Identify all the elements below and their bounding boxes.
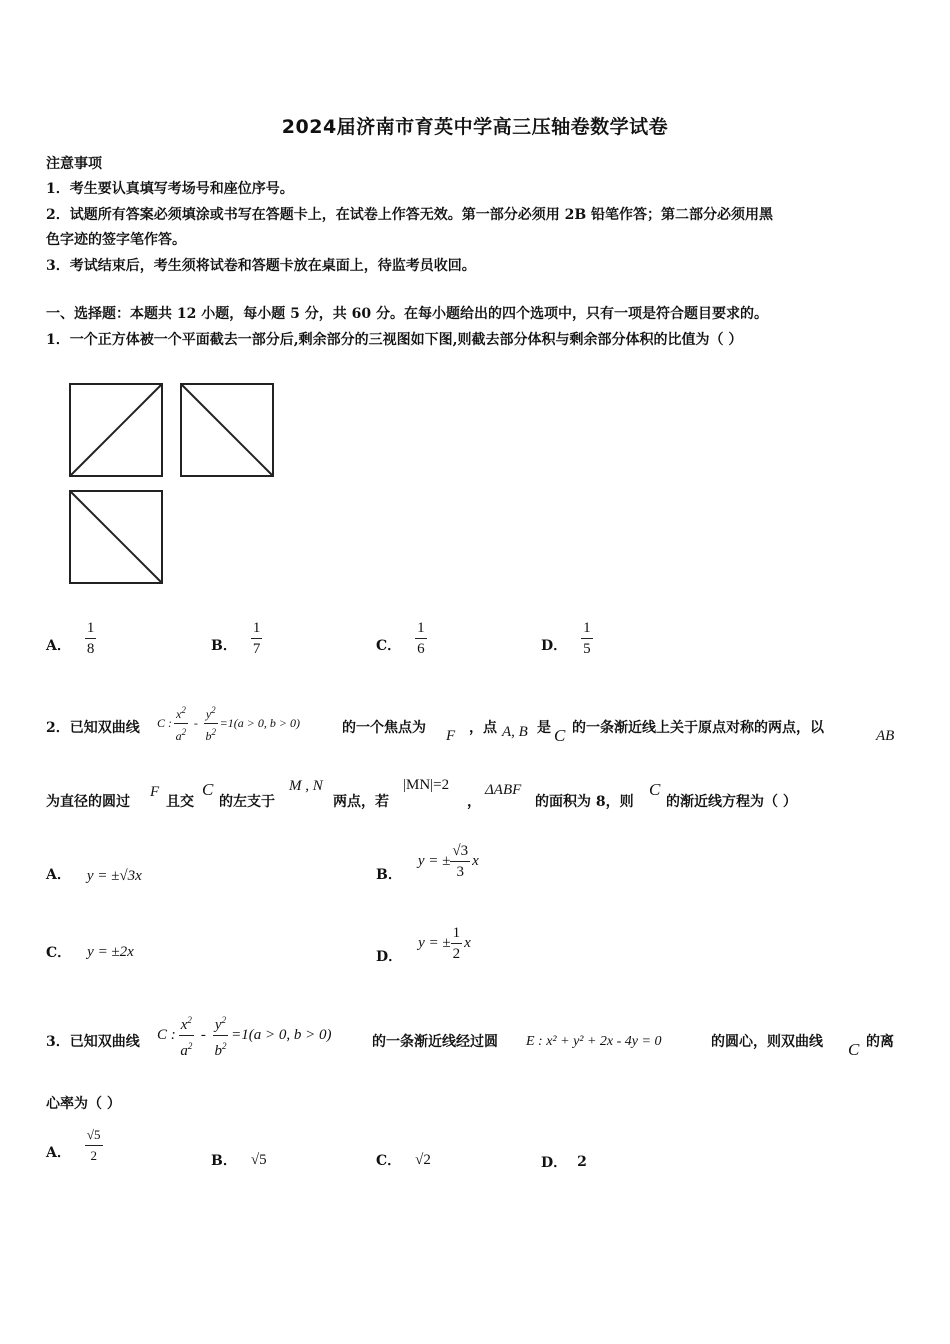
q3-circle-equation: E : x² + y² + 2x - 4y = 0 bbox=[526, 1034, 662, 1049]
a-var: a bbox=[175, 729, 182, 743]
b-var: b bbox=[205, 729, 212, 743]
option-expression: √2 bbox=[415, 1151, 431, 1168]
notice-heading: 注意事项 bbox=[46, 156, 102, 172]
front-view-diagonal bbox=[70, 384, 162, 476]
q2-var-C: C bbox=[554, 726, 566, 745]
q1-option-a[interactable] bbox=[46, 620, 96, 657]
option-suffix: x bbox=[464, 934, 471, 951]
a-var: a bbox=[180, 1043, 188, 1059]
q2-var-AB-pair: A, B bbox=[502, 724, 528, 740]
side-view-diagonal bbox=[181, 384, 273, 476]
option-expression: 2 bbox=[577, 1154, 587, 1170]
top-view-diagonal bbox=[70, 491, 162, 583]
option-label: A． bbox=[46, 866, 71, 883]
option-label: A． bbox=[46, 1145, 71, 1161]
denominator: 7 bbox=[252, 641, 261, 657]
option-label: B． bbox=[376, 867, 402, 883]
eq-head: C : bbox=[157, 716, 172, 730]
denominator: 6 bbox=[417, 641, 425, 657]
denominator: 3 bbox=[456, 863, 464, 880]
option-expression: y = ±2x bbox=[87, 943, 134, 960]
exponent: 2 bbox=[181, 705, 186, 715]
q2-text-11: 的面积为 8，则 bbox=[535, 794, 634, 810]
three-view-figure bbox=[60, 378, 290, 593]
y-var: y bbox=[214, 1017, 222, 1033]
eq-head: C : bbox=[157, 1027, 176, 1043]
denominator: 5 bbox=[583, 641, 591, 657]
q2-var-AB: AB bbox=[876, 728, 895, 744]
eq-condition: (a > 0, b > 0) bbox=[248, 1027, 332, 1043]
q2-text-2: 的一个焦点为 bbox=[342, 720, 426, 736]
option-label: C． bbox=[376, 638, 402, 654]
option-label: C． bbox=[46, 945, 72, 961]
eq-tail: =1(a > 0, b > 0) bbox=[219, 716, 300, 730]
q2-text-6: 为直径的圆过 bbox=[46, 794, 130, 810]
option-prefix: y = ± bbox=[418, 934, 451, 951]
q3-option-a[interactable] bbox=[46, 1127, 103, 1164]
exponent: 2 bbox=[211, 705, 216, 715]
option-suffix: x bbox=[472, 852, 479, 869]
option-label: D． bbox=[541, 638, 568, 654]
x-var: x bbox=[176, 707, 182, 721]
q3-text-1: 3．已知双曲线 bbox=[46, 1034, 140, 1050]
notice-item-1: 1．考生要认真填写考场号和座位序号。 bbox=[46, 181, 294, 197]
option-label: D． bbox=[376, 949, 403, 965]
q2-text-10: ， bbox=[467, 794, 481, 810]
numerator: 1 bbox=[251, 620, 263, 639]
q2-text-1: 2．已知双曲线 bbox=[46, 720, 140, 736]
q2-var-F: F bbox=[446, 728, 456, 744]
eq-tail: =1 bbox=[231, 1027, 249, 1043]
q3-hyperbola-equation bbox=[157, 1012, 331, 1059]
numerator: 1 bbox=[451, 925, 463, 944]
b-var: b bbox=[214, 1043, 222, 1059]
q1-option-d[interactable] bbox=[541, 620, 593, 657]
exponent: 2 bbox=[211, 727, 216, 737]
q2-text-7: 且交 bbox=[166, 794, 194, 810]
option-expression: y = ±√3x bbox=[86, 868, 142, 884]
exponent: 2 bbox=[221, 1015, 227, 1025]
q3-text-3: 的圆心，则双曲线 bbox=[711, 1034, 823, 1050]
option-expression: √5 bbox=[250, 1151, 267, 1168]
q1-stem: 1．一个正方体被一个平面截去一部分后,剩余部分的三视图如下图,则截去部分体积与剩余部分体积的比值为（ ） bbox=[46, 332, 743, 348]
q2-text-12: 的渐近线方程为（ ） bbox=[666, 794, 797, 810]
q1-option-b[interactable] bbox=[211, 620, 262, 657]
q2-hyperbola-equation bbox=[157, 704, 300, 743]
q3-text-2: 的一条渐近线经过圆 bbox=[372, 1034, 498, 1050]
q2-option-b[interactable] bbox=[376, 838, 479, 884]
q2-mn-length: |MN|=2 bbox=[403, 777, 450, 793]
q3-option-c[interactable] bbox=[376, 1150, 431, 1170]
q2-var-C-3: C bbox=[649, 780, 661, 799]
q2-var-C-2: C bbox=[202, 780, 214, 799]
section-heading: 一、选择题：本题共 12 小题，每小题 5 分，共 60 分。在每小题给出的四个选项中，只有一项是符合题目要求的。 bbox=[46, 306, 768, 322]
exponent: 2 bbox=[187, 1015, 192, 1025]
denominator: 2 bbox=[452, 945, 461, 962]
denominator: 2 bbox=[90, 1148, 97, 1163]
q1-option-c[interactable] bbox=[376, 620, 427, 657]
option-label: D． bbox=[541, 1155, 568, 1171]
exponent: 2 bbox=[181, 727, 187, 737]
y-var: y bbox=[205, 707, 212, 721]
denominator: 8 bbox=[86, 641, 95, 657]
option-label: B． bbox=[211, 638, 237, 654]
notice-item-2: 2．试题所有答案必须填涂或书写在答题卡上，在试卷上作答无效。第一部分必须用 2B 铅笔作答；第二部分必须用黑 bbox=[46, 207, 774, 223]
q3-text-5: 心率为（ ） bbox=[46, 1096, 121, 1112]
q3-option-b[interactable] bbox=[211, 1150, 267, 1170]
q2-var-MN: M , N bbox=[289, 778, 323, 794]
q2-text-8: 的左支于 bbox=[219, 794, 275, 810]
q2-option-c[interactable] bbox=[46, 942, 134, 962]
notice-item-3: 3．考试结束后，考生须将试卷和答题卡放在桌面上，待监考员收回。 bbox=[46, 258, 476, 274]
q2-triangle: ΔABF bbox=[485, 782, 522, 798]
numerator: 1 bbox=[85, 620, 97, 639]
numerator: 1 bbox=[415, 620, 427, 639]
q3-var-C: C bbox=[848, 1040, 860, 1059]
numerator: 1 bbox=[581, 620, 593, 639]
x-var: x bbox=[180, 1017, 188, 1033]
option-label: C． bbox=[376, 1153, 402, 1169]
q2-option-d[interactable] bbox=[376, 920, 471, 966]
q2-text-3: ，点 bbox=[469, 720, 497, 736]
q2-text-9: 两点，若 bbox=[333, 794, 389, 810]
page-title: 2024届济南市育英中学高三压轴卷数学试卷 bbox=[281, 116, 669, 138]
q2-text-4: 是 bbox=[537, 720, 551, 736]
minus-sign: - bbox=[193, 716, 198, 730]
q2-option-a[interactable] bbox=[46, 862, 142, 885]
q2-text-5: 的一条渐近线上关于原点对称的两点，以 bbox=[572, 720, 824, 736]
q2-var-F-2: F bbox=[150, 784, 160, 800]
option-prefix: y = ± bbox=[417, 852, 451, 869]
q3-option-d[interactable] bbox=[541, 1152, 587, 1172]
notice-item-2-cont: 色字迹的签字笔作答。 bbox=[46, 232, 186, 248]
q3-text-4: 的离 bbox=[866, 1034, 894, 1050]
option-label: A． bbox=[46, 638, 71, 654]
option-label: B． bbox=[211, 1153, 237, 1169]
numerator: √3 bbox=[450, 843, 470, 862]
numerator: √5 bbox=[85, 1127, 103, 1146]
exponent: 2 bbox=[222, 1041, 227, 1051]
exponent: 2 bbox=[187, 1041, 193, 1051]
minus-sign: - bbox=[200, 1027, 206, 1043]
